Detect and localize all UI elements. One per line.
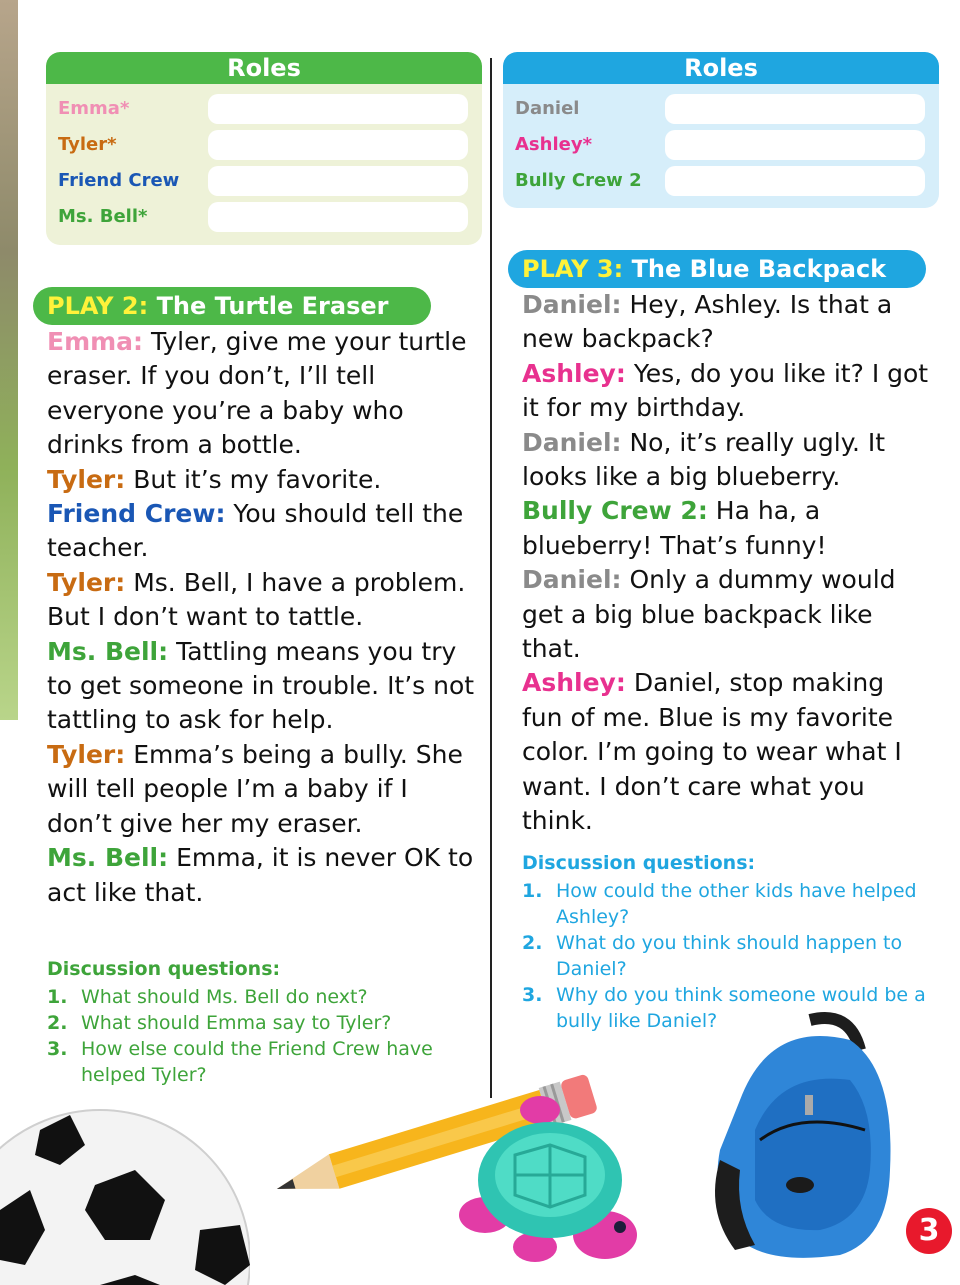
dialogue-line — [47, 463, 477, 497]
role-blank-field[interactable] — [665, 130, 925, 160]
play2-dialogue — [47, 325, 477, 910]
turtle-eraser-icon — [455, 1095, 645, 1265]
dialogue-line — [522, 666, 932, 838]
line-text: Yes, do you like it? I got it for my birthday. — [522, 358, 929, 423]
speaker-label: Daniel: — [522, 565, 622, 595]
dialogue-line — [47, 635, 477, 738]
role-blank-field[interactable] — [665, 94, 925, 124]
speaker-label: Emma: — [47, 327, 144, 356]
background-photo-strip — [0, 0, 18, 720]
dialogue-line — [522, 494, 932, 563]
soccer-ball-icon — [0, 1090, 250, 1285]
dialogue-line — [522, 357, 932, 426]
play-title: The Turtle Eraser — [156, 292, 389, 320]
dialogue-line — [522, 288, 932, 357]
dialogue-line — [47, 841, 477, 910]
role-blank-field[interactable] — [208, 130, 468, 160]
question-text: What should Ms. Bell do next? — [81, 986, 368, 1008]
speaker-label: Tyler: — [47, 464, 126, 494]
question-item — [522, 878, 932, 930]
role-row — [515, 166, 927, 196]
line-text: Ms. Bell, I have a problem. But I don’t want to tattle. — [47, 567, 466, 632]
discussion-play3 — [522, 852, 932, 1034]
role-name: Friend Crew — [58, 170, 180, 191]
dialogue-line — [522, 426, 932, 495]
role-name: Emma* — [58, 98, 130, 119]
dialogue-line — [47, 325, 477, 463]
dialogue-line — [47, 738, 477, 841]
discussion-title: Discussion questions: — [47, 958, 281, 980]
speaker-label: Ms. Bell: — [47, 636, 169, 666]
line-text: Ha ha, a blueberry! That’s funny! — [522, 496, 827, 560]
question-text: Why do you think someone would be a bully like Daniel? — [556, 984, 926, 1032]
play-title: The Blue Backpack — [631, 255, 887, 283]
play3-header — [508, 250, 926, 288]
play2-header — [33, 287, 431, 325]
role-blank-field[interactable] — [208, 166, 468, 196]
speaker-label: Ashley: — [522, 668, 626, 698]
role-name: Bully Crew 2 — [515, 170, 642, 191]
role-blank-field[interactable] — [665, 166, 925, 196]
dialogue-line — [47, 566, 477, 635]
speaker-label: Tyler: — [47, 567, 126, 597]
discussion-title: Discussion questions: — [522, 852, 756, 874]
column-divider — [490, 58, 492, 1098]
question-number: 1. — [522, 880, 543, 902]
question-number: 1. — [47, 986, 68, 1008]
role-row — [58, 166, 470, 196]
question-number: 2. — [522, 932, 543, 954]
role-blank-field[interactable] — [208, 94, 468, 124]
line-text: Only a dummy would get a big blue backpack like that. — [522, 565, 896, 664]
speaker-label: Tyler: — [47, 739, 126, 769]
role-row — [58, 94, 470, 124]
line-text: Emma’s being a bully. She will tell people I’m a baby if I don’t give her my eraser. — [47, 739, 463, 838]
role-name: Tyler* — [58, 134, 117, 155]
speaker-label: Daniel: — [522, 427, 622, 457]
role-name: Ms. Bell* — [58, 206, 148, 227]
question-number: 3. — [522, 984, 543, 1006]
line-text: You should tell the teacher. — [47, 499, 464, 563]
line-text: Tattling means you try to get someone in trouble. It’s not tattling to ask for help. — [47, 636, 475, 735]
speaker-label: Bully Crew 2: — [522, 496, 708, 526]
question-text: How could the other kids have helped Ashley? — [556, 880, 917, 928]
roles-box-play2 — [46, 52, 482, 245]
dialogue-line — [522, 563, 932, 666]
line-text: Daniel, stop making fun of me. Blue is my favorite color. I’m going to wear what I want. I don’t care what you think. — [522, 668, 902, 836]
play-number: PLAY 2: — [47, 292, 149, 320]
line-text: But it’s my favorite. — [133, 464, 382, 494]
question-item — [47, 1010, 467, 1036]
speaker-label: Friend Crew: — [47, 499, 226, 529]
question-number: 2. — [47, 1012, 68, 1034]
line-text: Hey, Ashley. Is that a new backpack? — [522, 290, 893, 354]
speaker-label: Daniel: — [522, 290, 622, 319]
question-text: What do you think should happen to Daniel? — [556, 932, 903, 980]
page-number-badge: 3 — [906, 1208, 952, 1254]
roles-box-play3 — [503, 52, 939, 208]
speaker-label: Ms. Bell: — [47, 843, 169, 873]
roles-title: Roles — [503, 52, 939, 84]
play3-dialogue — [522, 288, 932, 839]
backpack-icon — [700, 1010, 900, 1265]
role-name: Daniel — [515, 98, 580, 119]
question-text: What should Emma say to Tyler? — [81, 1012, 392, 1034]
role-row — [58, 202, 470, 232]
role-row — [58, 130, 470, 160]
role-row — [515, 94, 927, 124]
play-number: PLAY 3: — [522, 255, 624, 283]
speaker-label: Ashley: — [522, 358, 626, 388]
question-item — [47, 984, 467, 1010]
question-number: 3. — [47, 1038, 68, 1060]
question-item — [522, 930, 932, 982]
line-text: No, it’s really ugly. It looks like a big blueberry. — [522, 427, 886, 492]
role-name: Ashley* — [515, 134, 592, 155]
dialogue-line — [47, 497, 477, 566]
role-row — [515, 130, 927, 160]
role-blank-field[interactable] — [208, 202, 468, 232]
roles-title: Roles — [46, 52, 482, 84]
line-text: Tyler, give me your turtle eraser. If you don’t, I’ll tell everyone you’re a baby who drinks from a bottle. — [47, 327, 467, 460]
question-text: How else could the Friend Crew have helped Tyler? — [81, 1038, 433, 1086]
line-text: Emma, it is never OK to act like that. — [47, 843, 474, 907]
